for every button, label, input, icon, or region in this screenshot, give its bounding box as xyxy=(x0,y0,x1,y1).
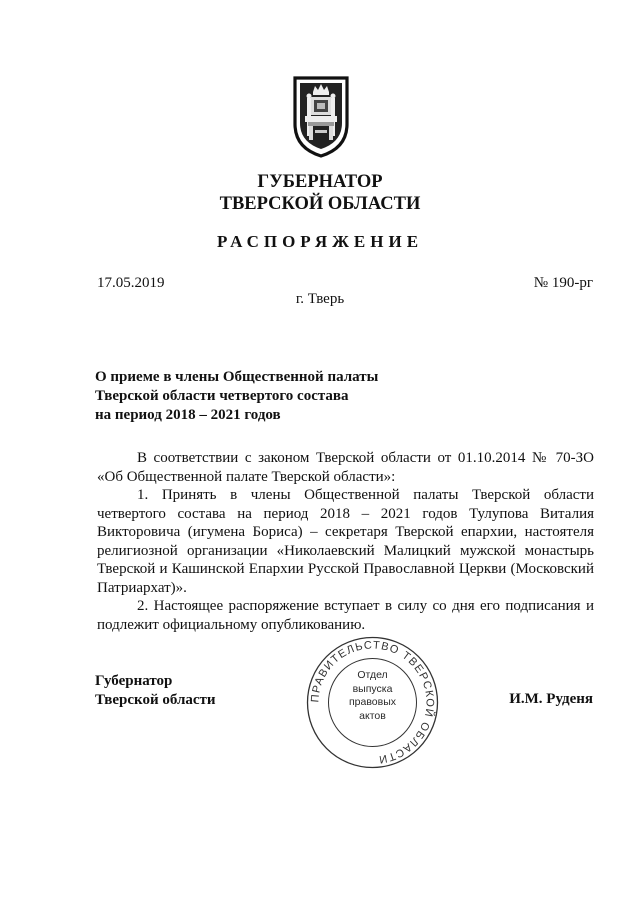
stamp-line-1: Отдел xyxy=(357,669,388,681)
signatory-title-line1: Губернатор xyxy=(95,673,173,689)
body-paragraph-1: В соответствии с законом Тверской области от 01.10.2014 № 70-ЗО «Об Общественной палате Тверской области»: xyxy=(97,450,594,485)
stamp-line-3: правовых xyxy=(348,696,397,708)
signatory-title xyxy=(95,672,216,710)
signatory-name: И.М. Руденя xyxy=(509,691,593,707)
stamp-line-4: актов xyxy=(359,709,386,722)
subject-line-3: на период 2018 – 2021 годов xyxy=(95,407,281,423)
stamp-ring-text: ПРАВИТЕЛЬСТВО ТВЕРСКОЙ ОБЛАСТИ xyxy=(309,639,436,766)
coat-of-arms-emblem xyxy=(291,72,351,158)
body-paragraph-2: 1. Принять в члены Общественной палаты Тверской области четвертого состава на период 2018 – 2021 годов Тулупова Виталия Викторовича (игумена Бориса) – секретаря Тверской епархии, настоятеля религиозной организации «Николаевский Малицкий мужской монастырь Тверской и Кашинской Епархии Русской Православной Церкви (Московский Патриархат)». xyxy=(97,487,594,596)
document-number: № 190-рг xyxy=(533,275,593,291)
official-stamp xyxy=(305,635,440,770)
body-paragraph-3: 2. Настоящее распоряжение вступает в силу со дня его подписания и подлежит официальному опубликованию. xyxy=(97,598,594,633)
document-city: г. Тверь xyxy=(295,291,345,307)
stamp-line-2: выпуска xyxy=(352,682,393,695)
document-subject xyxy=(95,368,378,425)
stamp-center-text xyxy=(337,669,408,723)
document-body xyxy=(97,449,594,634)
document-type: РАСПОРЯЖЕНИЕ xyxy=(216,232,424,251)
document-date: 17.05.2019 xyxy=(97,275,165,291)
issuer-title-line2: ТВЕРСКОЙ ОБЛАСТИ xyxy=(219,194,421,214)
issuer-title-line1: ГУБЕРНАТОР xyxy=(257,172,383,192)
subject-line-1: О приеме в члены Общественной палаты xyxy=(95,369,379,385)
subject-line-2: Тверской области четвертого состава xyxy=(95,388,349,404)
signatory-title-line2: Тверской области xyxy=(95,692,216,708)
